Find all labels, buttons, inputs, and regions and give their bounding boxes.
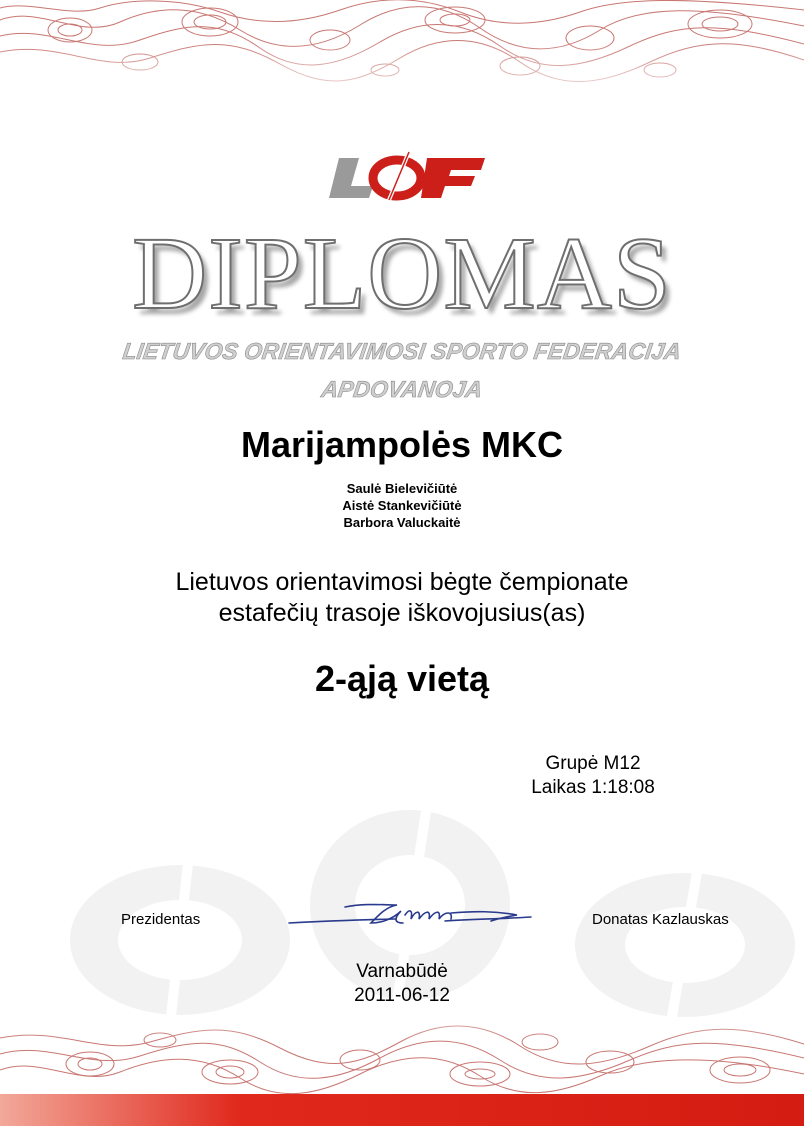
member-name: Aistė Stankevičiūtė <box>342 498 462 513</box>
group-info <box>460 752 726 800</box>
team-members <box>0 480 804 531</box>
date: 2011-06-12 <box>354 985 450 1006</box>
member-name: Barbora Valuckaitė <box>343 515 461 530</box>
team-name: Marijampolės MKC <box>240 424 564 465</box>
federation-name: LIETUVOS ORIENTAVIMOSI SPORTO FEDERACIJA <box>121 338 683 364</box>
losf-logo <box>325 150 485 202</box>
president-name: Donatas Kazlauskas <box>592 911 729 928</box>
location: Varnabūdė <box>356 961 448 982</box>
member-name: Saulė Bielevičiūtė <box>346 481 458 496</box>
bottom-red-bar <box>0 1094 804 1126</box>
diploma-title: DIPLOMAS <box>132 216 672 331</box>
top-topo-pattern <box>0 0 804 110</box>
achievement-line: estafečių trasoje iškovojusius(as) <box>218 599 586 627</box>
place-result: 2-ąją vietą <box>314 658 490 699</box>
president-role: Prezidentas <box>121 911 201 928</box>
time-label: Laikas 1:18:08 <box>531 777 655 798</box>
achievement-text <box>0 567 804 629</box>
awards-subtitle: APDOVANOJA <box>319 376 485 402</box>
handwritten-signature-icon <box>285 893 535 931</box>
losf-logo-icon <box>325 150 485 202</box>
group-label: Grupė M12 <box>545 753 641 774</box>
achievement-line: Lietuvos orientavimosi bėgte čempionate <box>175 568 629 596</box>
location-date <box>0 960 804 1008</box>
